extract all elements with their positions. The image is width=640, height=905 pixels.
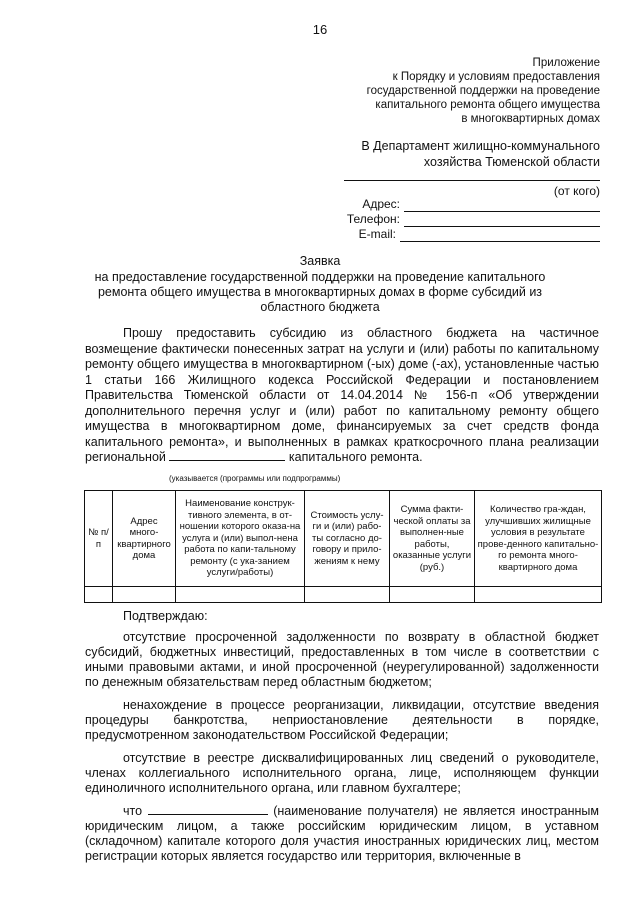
body-text: Прошу предоставить субсидию из областного бюджета на частичное возмещение фактически понесенных затрат на услуги и (или) работы по капитальному ремонту общего имущества в многоквартирном (-ых) доме (-ах), установленные частью 1 статьи 166 Жилищного кодекса Российской Федерации и постановлением Правительства Тюменской области от 14.04.2014 № 156-п «Об утверждении дополнительного перечня услуг и (или) работ по капитальному ремонту общего имущества в многоквартирном доме, финансируемых за счет средств фонда капитального ремонта», и выполненных в рамках краткосрочного плана реализации региональной <box>85 326 599 464</box>
appendix-line: к Порядку и условиям предоставления <box>392 71 600 83</box>
appendix-line: капитального ремонта общего имущества <box>375 99 600 111</box>
program-name-field[interactable] <box>169 450 285 461</box>
appendix-line: в многоквартирных домах <box>461 113 600 125</box>
request-body <box>85 326 599 486</box>
phone-label: Телефон: <box>346 212 400 226</box>
department-line: хозяйства Тюменской области <box>423 155 600 169</box>
recipient-name-field[interactable] <box>148 804 268 815</box>
confirmation-block <box>85 609 599 864</box>
confirmation-item: ненахождение в процессе реорганизации, ликвидации, отсутствие введения процедуры банкротства, неприостановление деятельности в порядке, предусмотренном законодательством Российской Федерации; <box>85 698 599 742</box>
table-cell[interactable] <box>305 587 390 603</box>
phone-field[interactable] <box>404 226 600 227</box>
appendix-line: Приложение <box>532 57 600 69</box>
table-header-cell: Сумма факти-ческой оплаты за выполнен-ные работы, оказанные услуги (руб.) <box>390 491 475 587</box>
confirmation-item-recipient <box>85 804 599 864</box>
sender-line[interactable] <box>344 180 600 181</box>
confirmation-heading: Подтверждаю: <box>123 609 208 623</box>
page-number: 16 <box>312 22 328 37</box>
request-title <box>60 270 580 315</box>
body-text-end: капитального ремонта. <box>288 450 423 464</box>
table-row <box>85 587 602 603</box>
table-cell[interactable] <box>475 587 602 603</box>
table-header-row <box>85 491 602 587</box>
email-field[interactable] <box>400 241 600 242</box>
table-cell[interactable] <box>390 587 475 603</box>
table-header-cell: Адрес много-квартирного дома <box>113 491 176 587</box>
request-body-paragraph <box>85 326 599 466</box>
table-cell[interactable] <box>176 587 305 603</box>
program-note: (указывается (программы или подпрограммы) <box>169 473 341 483</box>
department-addressee <box>361 138 600 170</box>
address-label: Адрес: <box>362 197 400 211</box>
request-title-line: областного бюджета <box>260 300 380 314</box>
recipient-text: (наименование получателя) не является иностранным юридическим лицом, а также российским юридическим лицом, в уставном (складочном) капитале которого доля участия иностранных юридических лиц, местом регистрации которых является государство или территория, включенные в <box>85 804 599 863</box>
table-header-cell: Количество гра-ждан, улучшивших жилищные условия в результате прове-денного капитально-го ремонта много-квартирного дома <box>475 491 602 587</box>
request-heading: Заявка <box>299 254 341 268</box>
table-cell[interactable] <box>113 587 176 603</box>
appendix-block <box>367 56 600 126</box>
address-field[interactable] <box>404 211 600 212</box>
confirmation-item: отсутствие просроченной задолженности по возврату в областной бюджет субсидий, бюджетных инвестиций, предоставленных в том числе в соответствии с иными правовыми актами, и иной просроченной (неурегулированной) задолженности по денежным обязательствам перед областным бюджетом; <box>85 630 599 689</box>
table-header-cell: № п/п <box>85 491 113 587</box>
department-line: В Департамент жилищно-коммунального <box>361 139 600 153</box>
table-cell[interactable] <box>85 587 113 603</box>
email-label: E-mail: <box>358 227 396 241</box>
table-header-cell: Наименование конструк-тивного элемента, в от-ношении которого оказа-на услуга и (или) выпол-нена работа по капи-тальному ремонту (с ука-занием услуги/работы) <box>176 491 305 587</box>
recipient-prefix: что <box>123 804 143 818</box>
work-table <box>84 490 602 603</box>
request-title-line: ремонта общего имущества в многоквартирных домах в форме субсидий из <box>97 285 543 299</box>
request-title-line: на предоставление государственной поддержки на проведение капитального <box>94 270 546 284</box>
table-header-cell: Стоимость услу-ги и (или) рабо-ты согласно до-говору и прило-жениям к нему <box>305 491 390 587</box>
appendix-line: государственной поддержки на проведение <box>366 85 600 97</box>
confirmation-item: отсутствие в реестре дисквалифицированных лиц сведений о руководителе, членах коллегиального исполнительного органа, лице, исполняющем функции единоличного исполнительного органа, или главном бухгалтере; <box>85 751 599 795</box>
sender-label: (от кого) <box>553 184 600 198</box>
